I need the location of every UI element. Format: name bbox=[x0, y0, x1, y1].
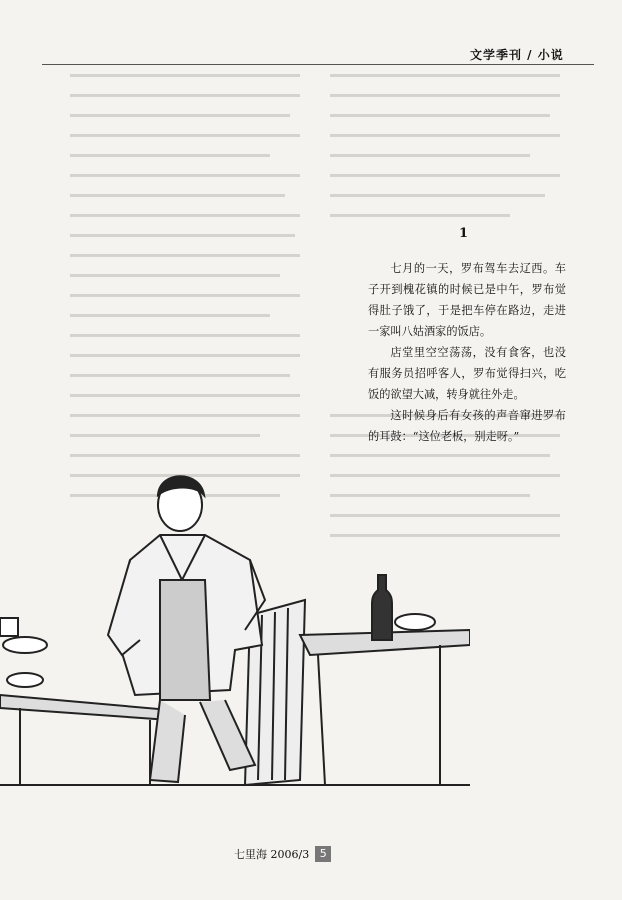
story-text bbox=[368, 258, 566, 447]
story-paragraph: 这时候身后有女孩的声音窜进罗布的耳鼓：“这位老板，别走呀。” bbox=[368, 409, 566, 443]
page-number: 5 bbox=[315, 846, 331, 862]
chapter-number: 1 bbox=[459, 226, 469, 241]
story-paragraph: 店堂里空空荡荡，没有食客，也没有服务员招呼客人，罗布觉得扫兴，吃饭的欲望大减，转身就往外走。 bbox=[368, 346, 566, 401]
running-header: 文学季刊 / 小说 bbox=[470, 48, 564, 62]
page-footer bbox=[234, 846, 331, 862]
magazine-issue: 七里海 2006/3 bbox=[234, 848, 310, 861]
illustration-icon bbox=[0, 440, 470, 790]
header-rule bbox=[42, 64, 594, 65]
story-paragraph: 七月的一天，罗布驾车去辽西。车子开到槐花镇的时候已是中午，罗布觉得肚子饿了，于是把车停在路边，走进一家叫八姑酒家的饭店。 bbox=[368, 262, 566, 338]
